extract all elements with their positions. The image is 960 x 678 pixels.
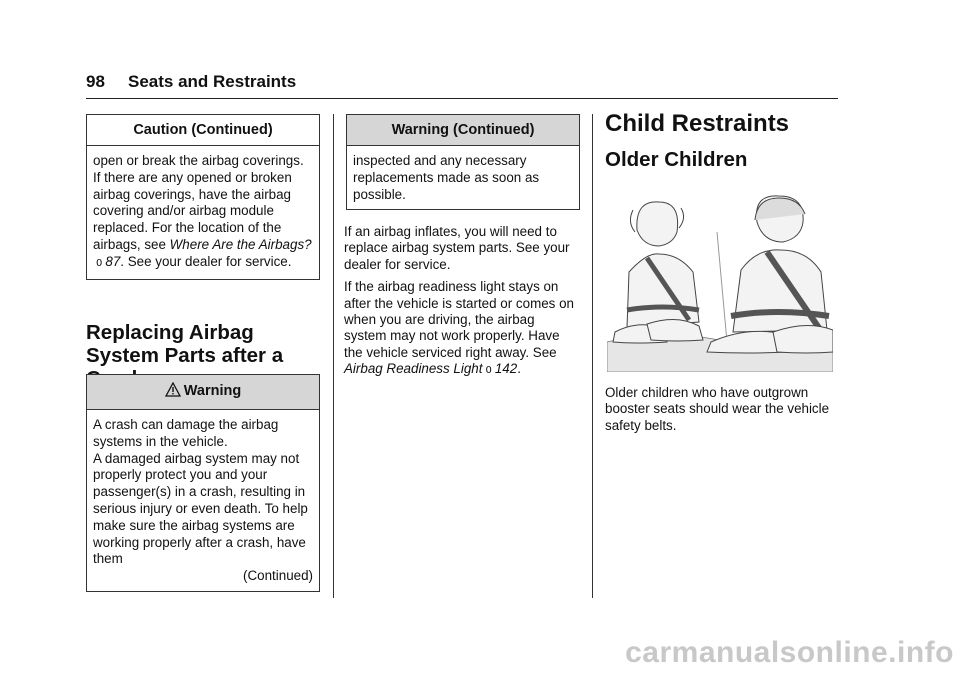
caution-box: [86, 114, 320, 280]
caution-text: [93, 153, 313, 273]
caution-ref-page[interactable]: 87: [105, 253, 121, 269]
airbag-readiness-light-link[interactable]: Airbag Readiness Light: [344, 361, 483, 377]
child-restraints-title: Child Restraints: [605, 110, 790, 137]
warning-box: [86, 374, 320, 592]
middle-body-text: [344, 224, 580, 386]
warning-box-body: [87, 410, 319, 591]
older-children-paragraph: Older children who have outgrown booster seats should wear the vehicle safety belts.: [605, 385, 830, 433]
older-children-illustration: [607, 192, 833, 372]
section-heading: Replacing Airbag System Parts after a: [86, 321, 284, 367]
page-ref-icon: 0: [485, 365, 492, 377]
warning-continued-title: Warning (Continued): [347, 115, 579, 146]
page-header: [86, 72, 838, 92]
warning-title-text: Warning: [183, 383, 242, 399]
page-ref-icon: 0: [96, 257, 103, 269]
older-children-subtitle: Older Children: [605, 148, 748, 171]
caution-box-body: [87, 146, 319, 279]
warning-paragraph-2: A damaged airbag system may not properly protect you and your passenger(s) in a crash, resulting in serious injury or even death. To help make sure the airbag systems are working properly after a crash, have them: [93, 450, 308, 567]
column-divider-2: [592, 114, 593, 598]
middle-paragraph-1: If an airbag inflates, you will need to replace airbag system parts. See your dealer for service.: [344, 224, 570, 272]
caution-ref-link[interactable]: Where Are the Airbags?: [169, 236, 312, 252]
header-divider: [86, 98, 838, 99]
right-body-text: [605, 385, 841, 440]
warning-triangle-icon: [165, 377, 181, 409]
warning-continued-body: [347, 146, 579, 209]
section-title: Seats and Restraints: [128, 72, 297, 91]
warning-continued-box: [346, 114, 580, 210]
warning-continued-label: (Continued): [243, 568, 313, 584]
caution-box-title: Caution (Continued): [87, 115, 319, 146]
middle-paragraph-2-end: .: [517, 361, 521, 377]
page-number: 98: [86, 72, 105, 91]
caution-text-main: open or break the airbag coverings. If there are any opened or broken airbag coverings, have the airbag covering and/or airbag module replaced. For the location of the airbags, see: [93, 153, 304, 252]
airbag-readiness-light-page[interactable]: 142: [494, 361, 518, 377]
caution-text-end: . See your dealer for service.: [120, 253, 292, 269]
column-divider-1: [333, 114, 334, 598]
middle-paragraph-2-main: If the airbag readiness light stays on after the vehicle is started or comes on when you are driving, the airbag system may not work properly. Have the vehicle serviced right away. See: [344, 279, 574, 360]
warning-box-title: [87, 375, 319, 410]
middle-paragraph-2: [344, 279, 580, 379]
warning-paragraph-1: A crash can damage the airbag systems in the vehicle.: [93, 417, 279, 449]
watermark: carmanualsonline.info: [625, 636, 954, 669]
warning-continued-text: inspected and any necessary replacements made as soon as possible.: [353, 153, 540, 202]
